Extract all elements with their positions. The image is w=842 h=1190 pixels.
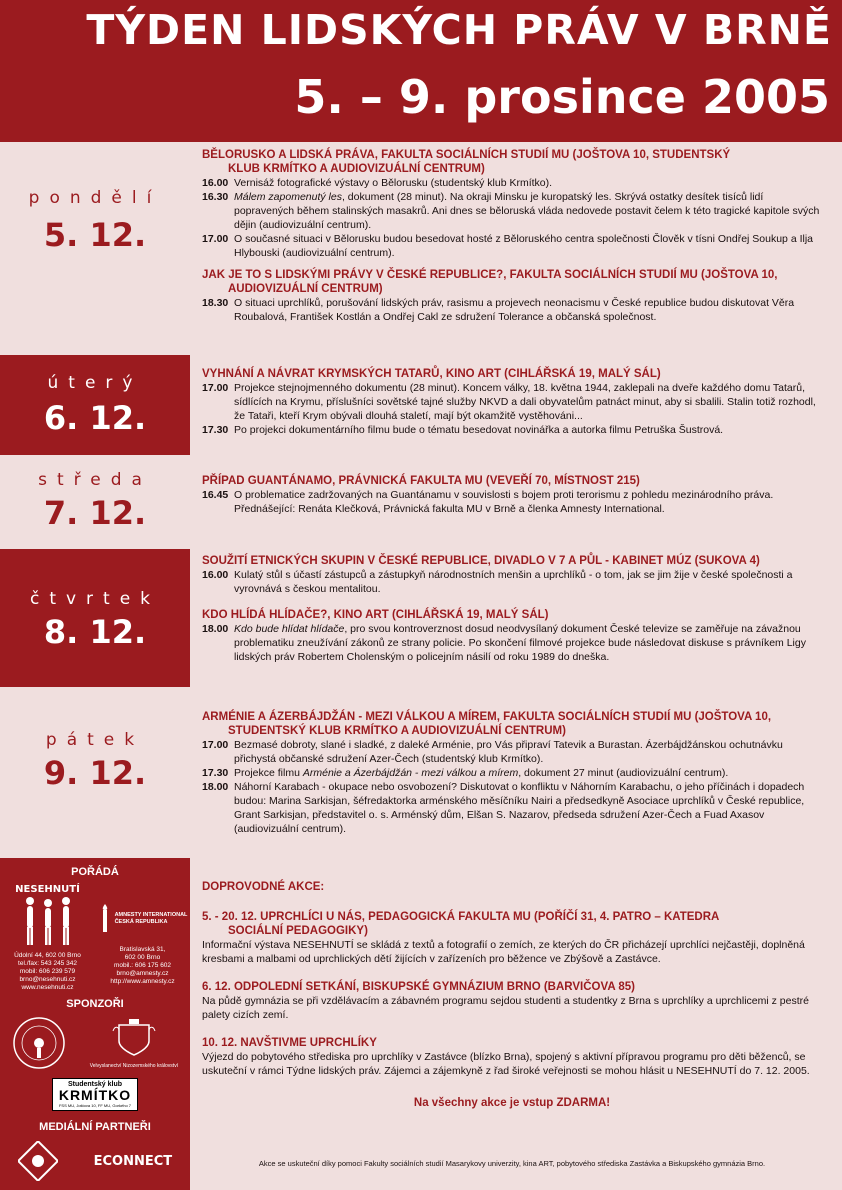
people-figures-icon [18, 895, 78, 947]
accompanying-heading: DOPROVODNÉ AKCE: [202, 881, 325, 893]
day-date: 9. 12. [43, 754, 147, 792]
event-title: VYHNÁNÍ A NÁVRAT KRYMSKÝCH TATARŮ, KINO ART (CIHLÁŘSKÁ 19, MALÝ SÁL) [202, 368, 661, 380]
event-item: 18.00 Náhorní Karabach - okupace nebo osvobození? Diskutovat o konfliktu v Náhorním Karabachu, o jeho příčinách i dopadech budou: Marina Sarkisjan, šéfredaktorka arménského měsíčníku Nairi a předsedkyně Asociace uprchlíků v České republice, Grant Sarkisjan, představitel o. s. Arménský dům, Elšan S. Nazarov, předseda sdružení Azer-Čech a Fuad Axasov (audiovizuální centrum). [202, 781, 805, 835]
event-title: 5. - 20. 12. UPRCHLÍCI U NÁS, PEDAGOGICKÁ FAKULTA MU (POŘÍČÍ 31, 4. PATRO – KATEDRA SOCIÁLNÍ PEDAGOGIKY) [202, 911, 720, 937]
free-entry: Na všechny akce je vstup ZDARMA! [413, 1097, 611, 1109]
organizers-panel: POŘÁDÁ NESEHNUTÍ Údolní 44, 602 00 Brno tel./fax: 543 245 342 mobil: 606 239 579 brno@nesehnuti.cz www.nesehnuti.cz AMNESTY INTERNATIONAL ČESKÁ REPUBLIKA Bratislavská 31, 602 00 Brno mobil.: 606 175 602 brno@amnesty.cz http://www.amnesty.cz SPONZOŘI Velvyslanectví Nizozemského království Studentský klub KRMÍTKO FSS MU, Joštova 10, FF MU, Gorkého 7 MEDIÁLNÍ PARTNEŘI ECONNECT [0, 858, 190, 1190]
day-date: 7. 12. [43, 494, 147, 532]
event-item: 17.00 Projekce stejnojmenného dokumentu (28 minut). Koncem války, 18. května 1944, zaklepali na dveře každého domu Tatarů, sídlících na Krymu, příslušníci sovětské tajné služby NKVD a dali obyvatelům patnáct minut, aby si sbalili. Stalin totiž rozhodl, že Tataři, kteří Krym obývali dlouhá staletí, mají být okamžitě vystěhováni... [202, 382, 816, 422]
day-date: 5. 12. [43, 216, 147, 254]
events-wednesday [202, 474, 822, 516]
organizes-heading: POŘÁDÁ [71, 866, 119, 878]
accompanying-events [202, 880, 822, 1110]
amnesty-address: Bratislavská 31, 602 00 Brno mobil.: 606 175 602 brno@amnesty.cz http://www.amnesty.cz [110, 946, 175, 985]
event-item: 18.30 O situaci uprchlíků, porušování lidských práv, rasismu a projevech neonacismu v České republice budou diskutovat Věra Roubalová, František Kostlán a Ondřej Cakl ze sdružení Tolerance a občanská společnost. [202, 297, 795, 323]
event-title: SOUŽITÍ ETNICKÝCH SKUPIN V ČESKÉ REPUBLICE, DIVADLO V 7 A PŮL - KABINET MÚZ (SUKOVA 4) [202, 555, 760, 567]
day-date: 6. 12. [43, 399, 147, 437]
day-name: středa [38, 470, 152, 490]
econnect-logo: ECONNECT [93, 1153, 173, 1169]
event-item: 17.00 O současné situaci v Bělorusku budou besedovat hosté z Běloruského centra společnosti Člověk v tísni Ondřej Soukup a Ilja Hlybouski (audiovizuální centrum). [202, 233, 813, 259]
event-item: 17.00 Bezmasé dobroty, slané i sladké, z daleké Arménie, pro Vás připraví Tatevik a Burastan. Ázerbájdžánskou ochutnávku přichystá občanské sdružení Azer-Čech (studentský klub Krmítko). [202, 739, 783, 765]
event-item: 17.30 Po projekci dokumentárního filmu bude o tématu besedovat novinářka a autorka filmu Petruška Šustrová. [202, 424, 724, 436]
event-description: Na půdě gymnázia se při vzdělávacím a zábavném programu sejdou studenti a studentky z Brna s uprchlíky a uprchlicemi z pestré palety cizích zemí. [202, 995, 809, 1021]
day-wednesday [0, 462, 190, 542]
event-title: ARMÉNIE A ÁZERBÁJDŽÁN - MEZI VÁLKOU A MÍREM, FAKULTA SOCIÁLNÍCH STUDIÍ MU (JOŠTOVA 10, STUDENTSKÝ KLUB KRMÍTKO A AUDIOVIZUÁLNÍ CENTRUM) [202, 711, 772, 737]
event-description: Výjezd do pobytového střediska pro uprchlíky v Zastávce (blízko Brna), spojený s aktivní přípravou programu pro děti běženců, se uskuteční v rámci Týdne lidských práv. Zájemci a zájemkyně z řad široké veřejnosti se mohou hlásit u NESEHNUTÍ do 7. 12. 2005. [202, 1051, 810, 1077]
day-name: pondělí [28, 188, 162, 208]
coat-of-arms-icon [109, 1017, 159, 1057]
day-tuesday [0, 355, 190, 455]
event-dates: 5. – 9. prosince 2005 [294, 70, 830, 124]
event-title: 10. 12. NAVŠTIVME UPRCHLÍKY [202, 1037, 377, 1049]
day-name: čtvrtek [29, 589, 161, 609]
event-title: KDO HLÍDÁ HLÍDAČE?, KINO ART (CIHLÁŘSKÁ 19, MALÝ SÁL) [202, 609, 549, 621]
event-item: 16.00 Vernisáž fotografické výstavy o Bělorusku (studentský klub Krmítko). [202, 177, 553, 189]
events-thursday [202, 554, 822, 664]
event-item: 16.30 Málem zapomenutý les, dokument (28 minut). Na okraji Minsku je kuropatský les. Skrývá ostatky desítek tisíců lidí popravených během stalinských masakrů. Ani dnes se běloruská vláda nedovede postavit čelem k této tragické kapitole svých dějin (audiovizuální centrum). [202, 191, 820, 231]
events-tuesday [202, 367, 822, 437]
partner-logo-icon [18, 1141, 58, 1181]
nesehnuti-address: Údolní 44, 602 00 Brno tel./fax: 543 245 342 mobil: 606 239 579 brno@nesehnuti.cz www.nesehnuti.cz [14, 952, 81, 991]
media-partners-heading: MEDIÁLNÍ PARTNEŘI [39, 1121, 151, 1133]
event-item: 18.00 Kdo bude hlídat hlídače, pro svou kontroverznost dosud neodvysílaný dokument České televize se zaměřuje na závažnou problematiku zneužívání zákonů ze strany policie. Po skončení filmové projekce bude následovat diskuse s právníkem Ligy lidských práv Robertem Cholenským o policejním násilí od roku 1989 do dneška. [202, 623, 806, 663]
events-monday [202, 148, 822, 324]
krmitko-logo: Studentský klub KRMÍTKO FSS MU, Joštova 10, FF MU, Gorkého 7 [52, 1078, 138, 1111]
event-title: JAK JE TO S LIDSKÝMI PRÁVY V ČESKÉ REPUBLICE?, FAKULTA SOCIÁLNÍCH STUDIÍ MU (JOŠTOVA 10, AUDIOVIZUÁLNÍ CENTRUM) [202, 269, 778, 295]
footnote: Akce se uskuteční díky pomoci Fakulty sociálních studií Masarykovy univerzity, kina ART, pobytového střediska Zastávka a Biskupského gymnázia Brno. [258, 1159, 766, 1168]
day-name: úterý [47, 373, 143, 393]
event-title: BĚLORUSKO A LIDSKÁ PRÁVA, FAKULTA SOCIÁLNÍCH STUDIÍ MU (JOŠTOVA 10, STUDENTSKÝ KLUB KRMÍTKO A AUDIOVIZUÁLNÍ CENTRUM) [202, 149, 731, 175]
event-title: 6. 12. ODPOLEDNÍ SETKÁNÍ, BISKUPSKÉ GYMNÁZIUM BRNO (BARVIČOVA 85) [202, 981, 636, 993]
events-friday [202, 710, 822, 836]
day-date: 8. 12. [43, 613, 147, 651]
event-description: Informační výstava NESEHNUTÍ se skládá z textů a fotografií o zemích, ze kterých do ČR přicházejí uprchlíci nejčastěji, doplněná kresbami a malbami od uprchlických dětí žijících v zařízeních pro běžence ve Zbýšově a Zastávce. [202, 939, 805, 965]
nesehnuti-logo: NESEHNUTÍ [15, 884, 80, 895]
amnesty-logo: AMNESTY INTERNATIONAL [114, 912, 188, 918]
header [0, 0, 842, 142]
netherlands-embassy: Velvyslanectví Nizozemského království [89, 1062, 179, 1069]
day-name: pátek [45, 730, 145, 750]
sponsors-heading: SPONZOŘI [66, 998, 124, 1010]
page-title: TÝDEN LIDSKÝCH PRÁV V BRNĚ [86, 6, 832, 54]
event-item: 16.45 O problematice zadržovaných na Guantánamu v souvislosti s bojem proti terorismu z pohledu mezinárodního práva. Přednášející: Renáta Klečková, Právnická fakulta MU v Brně a členka Amnesty International. [202, 489, 774, 515]
event-item: 17.30 Projekce filmu Arménie a Ázerbájdžán - mezi válkou a mírem, dokument 27 minut (audiovizuální centrum). [202, 767, 729, 779]
day-friday [0, 694, 190, 852]
event-title: PŘÍPAD GUANTÁNAMO, PRÁVNICKÁ FAKULTA MU (VEVEŘÍ 70, MÍSTNOST 215) [202, 475, 640, 487]
day-thursday [0, 549, 190, 687]
candle-icon [98, 904, 112, 934]
day-monday [0, 142, 190, 348]
foundation-seal-icon [12, 1016, 66, 1070]
event-item: 16.00 Kulatý stůl s účastí zástupců a zástupkyň národnostních menšin a uprchlíků - o tom, jak se jim žije v české společnosti a vyrovnává s českou mentalitou. [202, 569, 793, 595]
